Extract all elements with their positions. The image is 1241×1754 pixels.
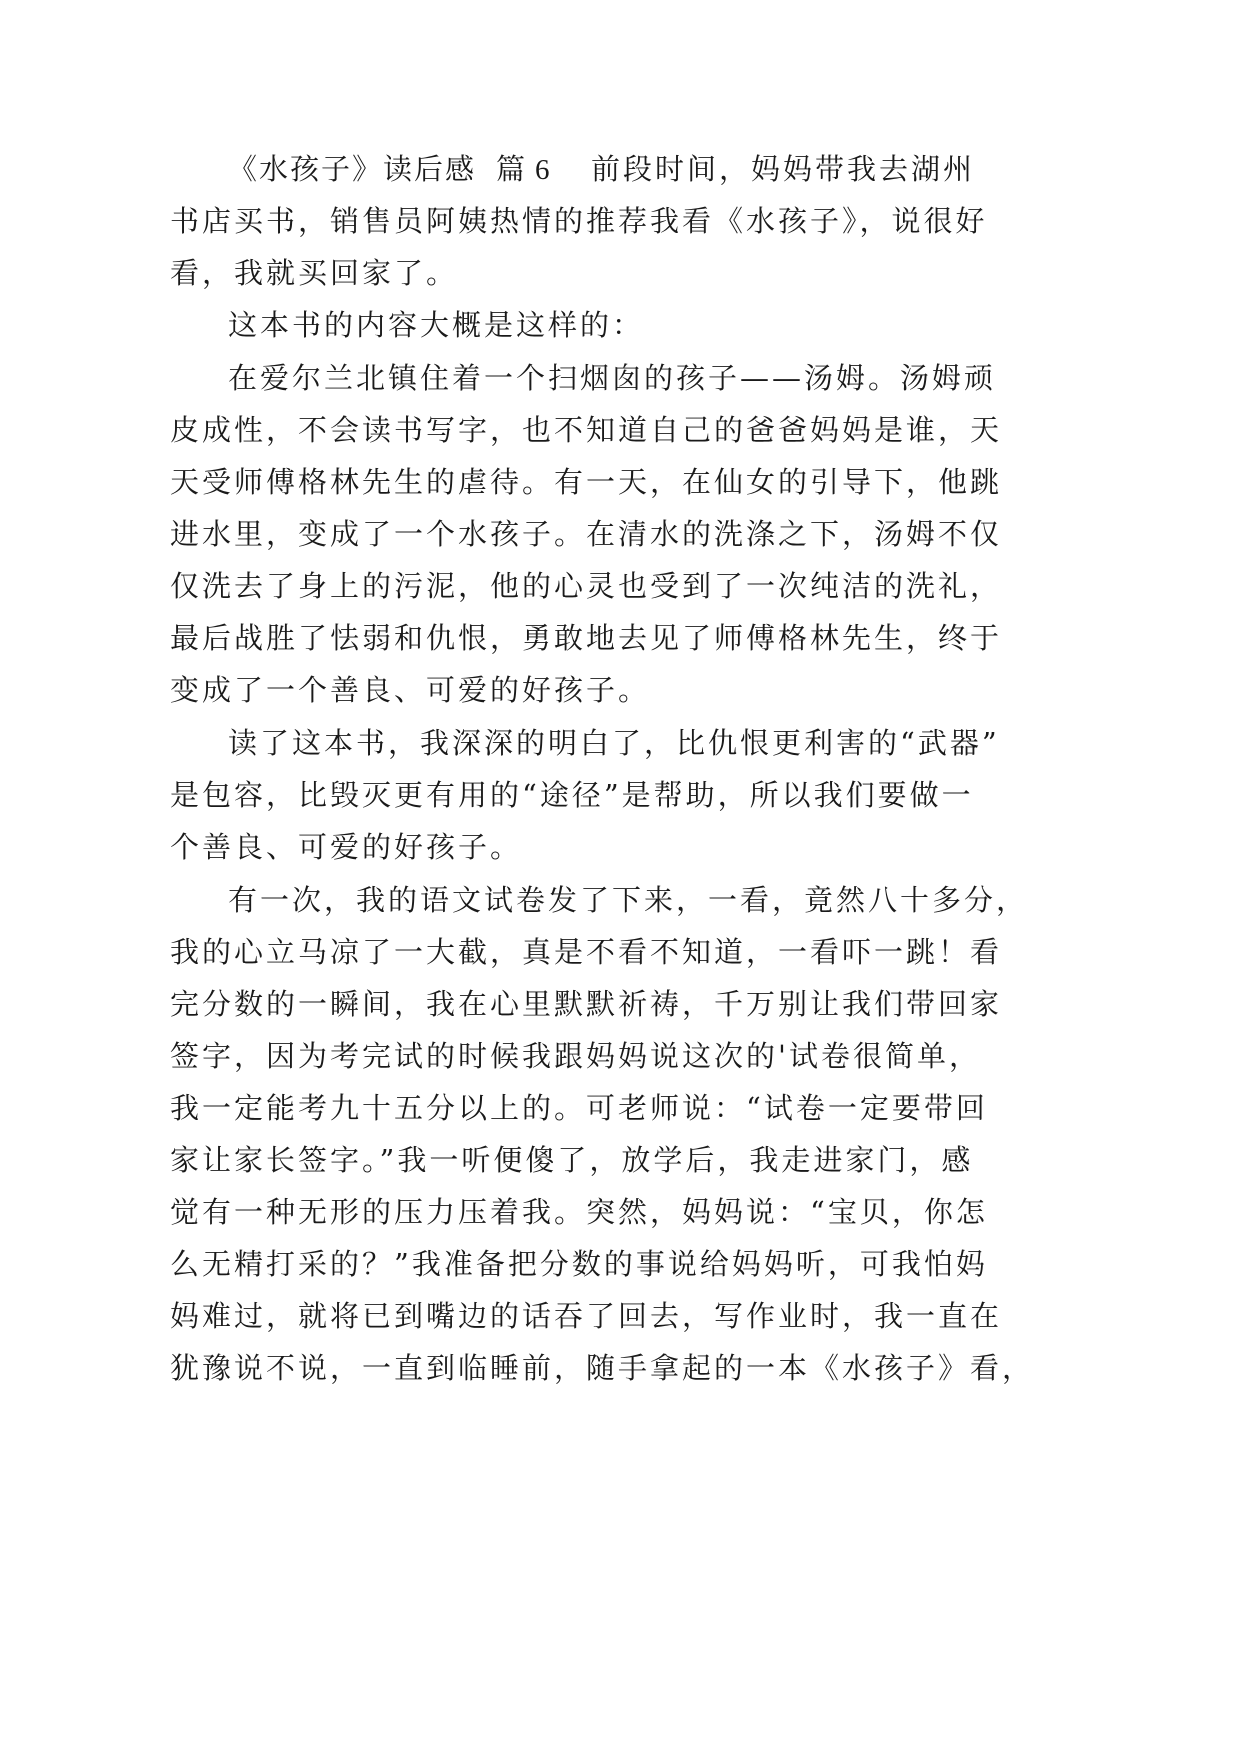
text-line: 家让家长签字。”我一听便傻了，放学后，我走进家门，感 [170, 1143, 974, 1177]
text-line: 这本书的内容大概是这样的： [228, 308, 645, 342]
text-line: 看，我就买回家了。 [170, 256, 459, 290]
text-line: 天受师傅格林先生的虐待。有一天，在仙女的引导下，他跳 [170, 465, 1003, 499]
text-line: 进水里，变成了一个水孩子。在清水的洗涤之下，汤姆不仅 [170, 517, 1003, 551]
text-line: 书店买书，销售员阿姨热情的推荐我看《水孩子》，说很好 [170, 204, 988, 238]
text-line: 妈难过，就将已到嘴边的话吞了回去，写作业时，我一直在 [170, 1299, 1003, 1333]
text-line: 完分数的一瞬间，我在心里默默祈祷，千万别让我们带回家 [170, 987, 1003, 1021]
text-line: 前段时间，妈妈带我去湖州 [591, 152, 976, 186]
text-line: 有一次，我的语文试卷发了下来，一看，竟然八十多分， [228, 883, 1029, 917]
text-line: 是包容，比毁灭更有用的“途径”是帮助，所以我们要做一 [170, 778, 974, 812]
section-number: 6 [535, 154, 550, 186]
document-title: 《水孩子》读后感 [228, 152, 477, 186]
text-line: 觉有一种无形的压力压着我。突然，妈妈说：“宝贝，你怎 [170, 1195, 988, 1229]
text-line: 最后战胜了怯弱和仇恨，勇敢地去见了师傅格林先生，终于 [170, 621, 1003, 655]
text-line: 犹豫说不说，一直到临睡前，随手拿起的一本《水孩子》看， [170, 1351, 1035, 1385]
text-line: 仅洗去了身上的污泥，他的心灵也受到了一次纯洁的洗礼， [170, 569, 1003, 603]
text-line: 我的心立马凉了一大截，真是不看不知道，一看吓一跳！看 [170, 935, 1003, 969]
text-line: 变成了一个善良、可爱的好孩子。 [170, 673, 651, 707]
text-line: 皮成性，不会读书写字，也不知道自己的爸爸妈妈是谁，天 [170, 413, 1003, 447]
text-line: 么无精打采的？”我准备把分数的事说给妈妈听，可我怕妈 [170, 1247, 988, 1281]
text-line: 个善良、可爱的好孩子。 [170, 830, 523, 864]
text-line: 在爱尔兰北镇住着一个扫烟囱的孩子——汤姆。汤姆顽 [228, 361, 997, 395]
text-line: 我一定能考九十五分以上的。可老师说：“试卷一定要带回 [170, 1091, 988, 1125]
title-line [228, 149, 550, 190]
section-label: 篇 [496, 152, 528, 186]
text-line: 签字，因为考完试的时候我跟妈妈说这次的'试卷很简单， [170, 1039, 981, 1073]
text-line: 读了这本书，我深深的明白了，比仇恨更利害的“武器” [228, 726, 1000, 760]
